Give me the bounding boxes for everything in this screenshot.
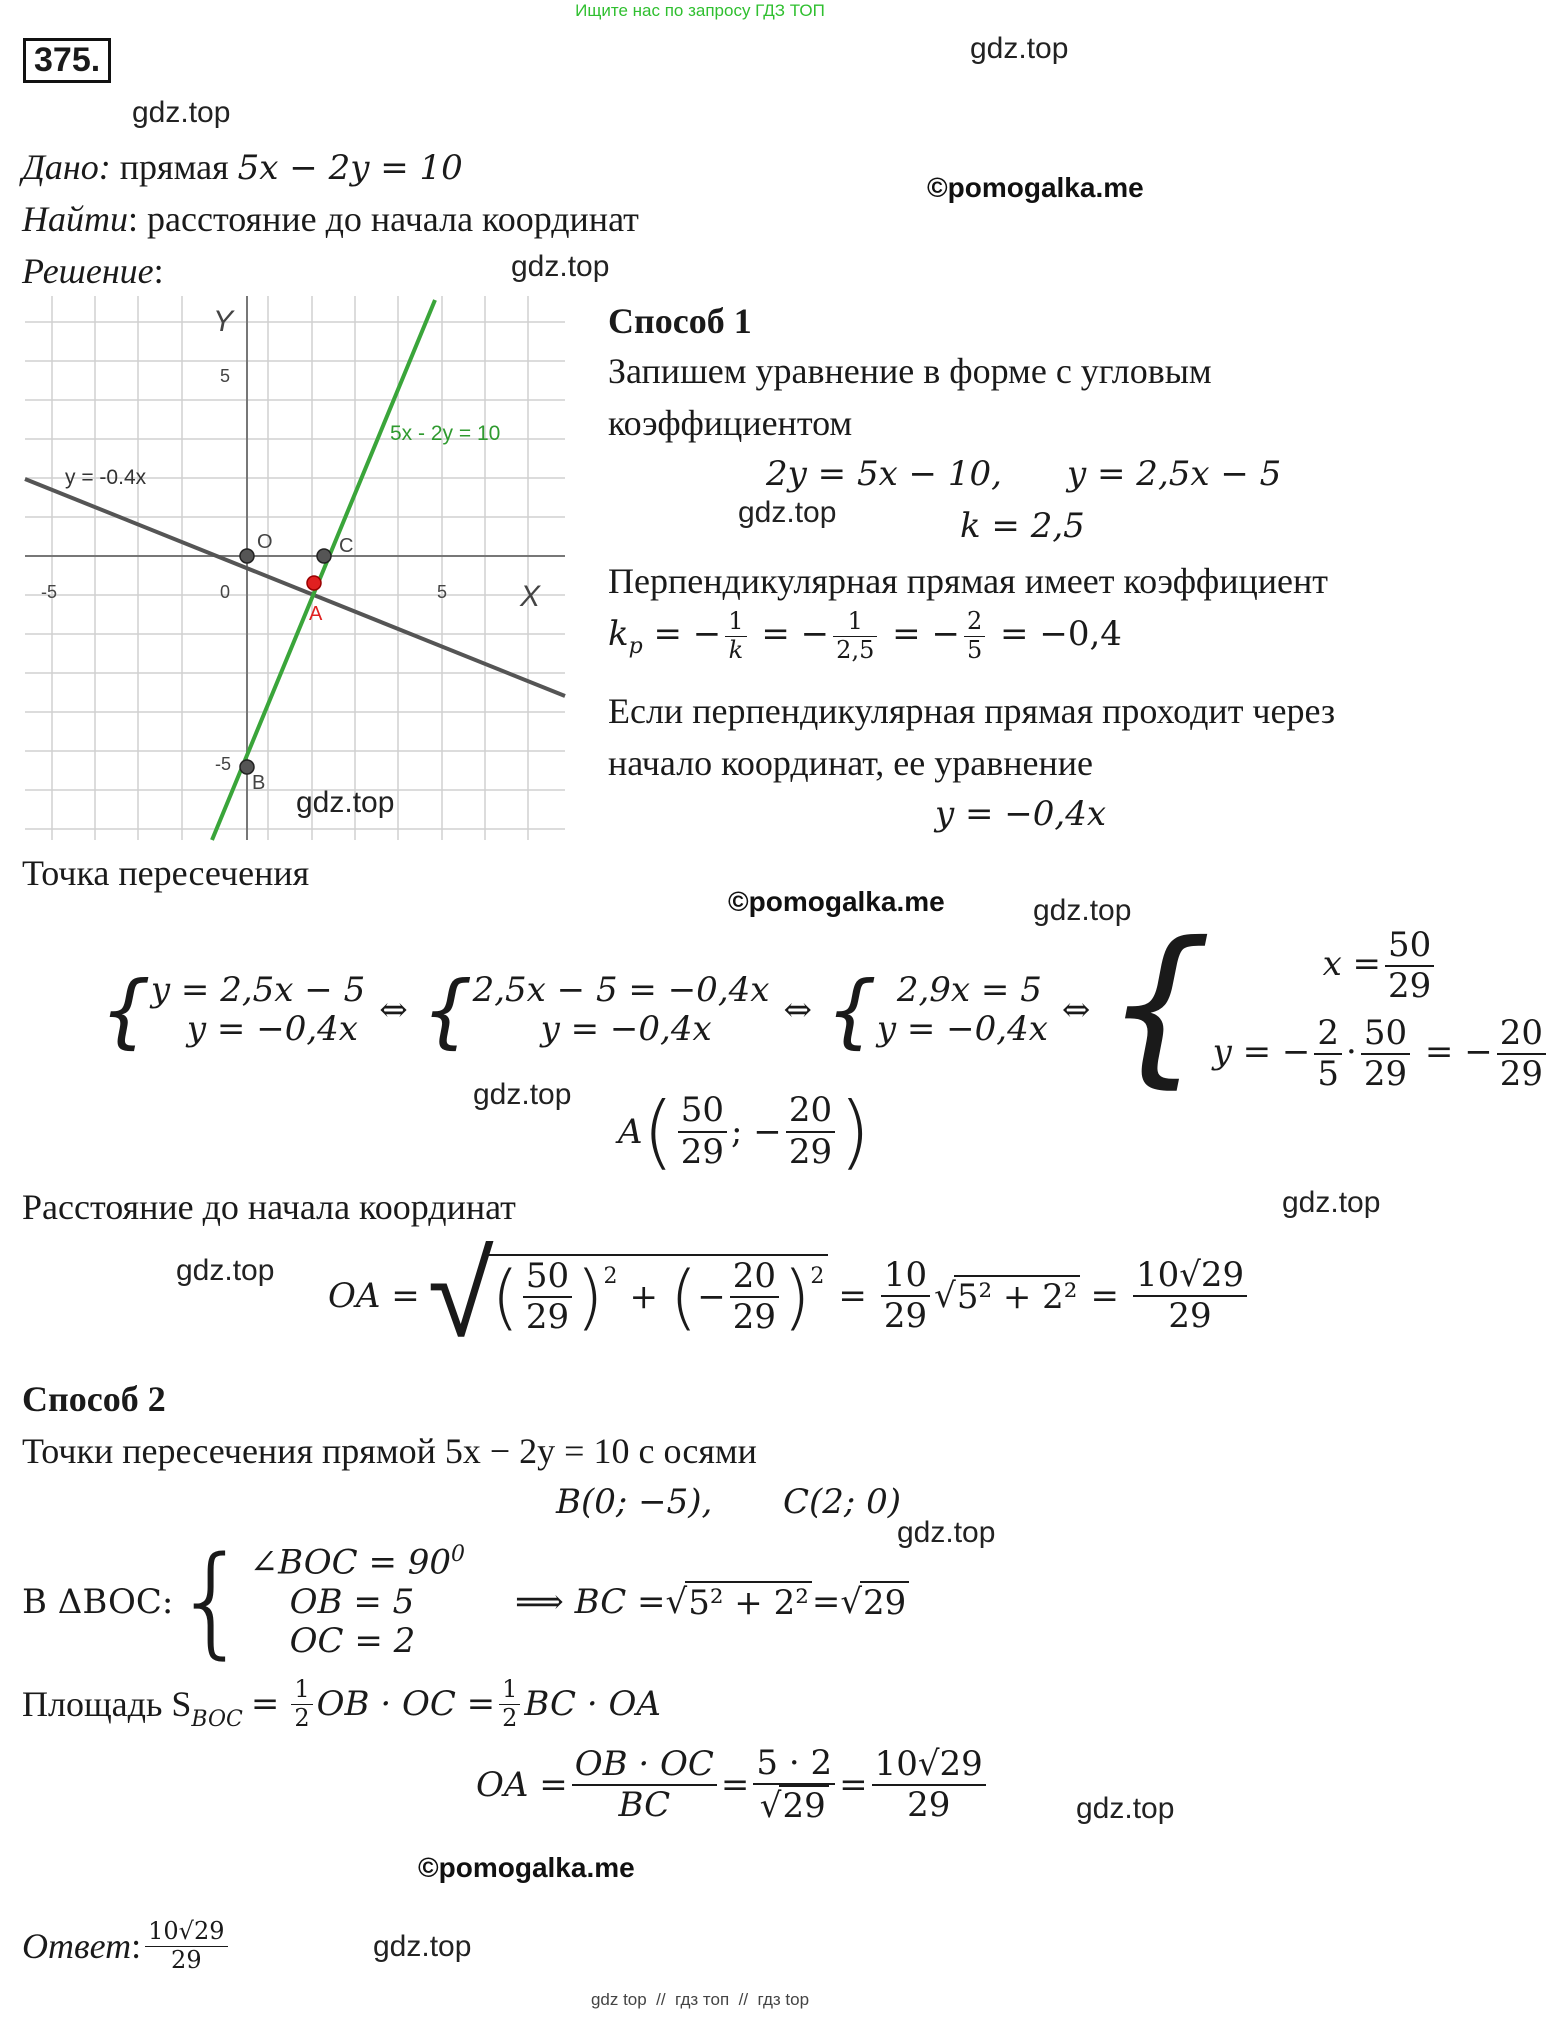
footer-links[interactable]: gdz top // гдз топ // гдз top bbox=[590, 1990, 810, 2009]
watermark: gdz.top bbox=[738, 496, 837, 529]
method1-eq2: y = 2,5x − 5 bbox=[1067, 454, 1282, 494]
point-A-marker bbox=[307, 576, 321, 590]
label-line-perp: y = -0.4x bbox=[65, 466, 147, 489]
brace: { bbox=[100, 963, 151, 1057]
point-A-label: A bbox=[309, 603, 323, 625]
watermark: gdz.top bbox=[176, 1254, 275, 1287]
point-C-marker bbox=[317, 549, 331, 563]
point-A-coords: A ( $\frac{50}{29}$ ; − $\frac{20}{29}$ ) bbox=[618, 1085, 871, 1178]
given-line bbox=[22, 146, 463, 188]
find-text: : расстояние до начала координат bbox=[128, 199, 639, 239]
watermark: gdz.top bbox=[1033, 894, 1132, 927]
equivalence-icon: ⇔ bbox=[783, 990, 812, 1030]
colon: : bbox=[153, 251, 164, 291]
point-B-label: B bbox=[252, 772, 266, 794]
intersection-label: Точка пересечения bbox=[22, 853, 310, 893]
equivalence-icon: ⇔ bbox=[379, 990, 408, 1030]
axes bbox=[25, 296, 565, 840]
watermark-pomogalka: ©pomogalka.me bbox=[927, 172, 1144, 203]
method2-point-B: B(0; −5), bbox=[556, 1482, 713, 1522]
problem-number: 375. bbox=[23, 38, 111, 83]
line-perpendicular bbox=[25, 479, 565, 696]
watermark: gdz.top bbox=[132, 96, 231, 129]
distance-label: Расстояние до начала координат bbox=[22, 1187, 516, 1227]
kp-symbol: k bbox=[608, 614, 629, 655]
given-equation: 5x − 2y = 10 bbox=[237, 148, 463, 188]
watermark: gdz.top bbox=[970, 32, 1069, 65]
watermark-pomogalka: ©pomogalka.me bbox=[418, 1852, 635, 1883]
method1-eq1: 2y = 5x − 10, bbox=[766, 454, 1002, 494]
watermark: gdz.top bbox=[473, 1078, 572, 1111]
axis-y-label: Y bbox=[213, 305, 234, 338]
point-C-label: C bbox=[339, 535, 354, 557]
method2-point-C: C(2; 0) bbox=[783, 1482, 902, 1522]
watermark: gdz.top bbox=[373, 1930, 472, 1963]
tick-x-neg: -5 bbox=[41, 582, 58, 602]
answer: Ответ : $\frac{10√29}{29}$ bbox=[22, 1918, 232, 1974]
frac-1-k: $\frac{1}{k}$ bbox=[725, 608, 746, 664]
point-O-label: O bbox=[257, 531, 273, 553]
watermark: gdz.top bbox=[1282, 1186, 1381, 1219]
method1-perp-text: Перпендикулярная прямая имеет коэффициент bbox=[608, 561, 1328, 601]
area-formula: Площадь S $_{BOC}$ = $\frac{1}{2}$ OB · OC = $\frac{1}{2}$ BC · OA bbox=[22, 1675, 661, 1733]
method2-intro: Точки пересечения прямой 5x − 2y = 10 с осями bbox=[22, 1431, 757, 1471]
grid bbox=[25, 296, 565, 840]
label-line-main: 5x - 2y = 10 bbox=[390, 422, 501, 445]
method1-line1: Запишем уравнение в форме с угловым bbox=[608, 351, 1212, 391]
system-2: 2,5x − 5 = −0,4x y = −0,4x bbox=[472, 969, 770, 1049]
method1-pass-line1: Если перпендикулярная прямая проходит через bbox=[608, 691, 1336, 731]
tick-y-neg: -5 bbox=[215, 754, 232, 774]
method2-title: Способ 2 bbox=[22, 1379, 166, 1419]
oa-formula: OA = $\frac{OB \cdot OC}{BC}$ = $\frac{5 \cdot 2}{√29}$ = $\frac{10√29}{29}$ bbox=[476, 1744, 990, 1826]
method1-title: Способ 1 bbox=[608, 301, 752, 341]
tick-x-zero: 0 bbox=[220, 582, 231, 602]
watermark: gdz.top bbox=[511, 250, 610, 283]
top-banner[interactable]: Ищите нас по запросу ГДЗ ТОП bbox=[575, 1, 825, 20]
equivalence-icon: ⇔ bbox=[1061, 990, 1091, 1030]
find-line bbox=[22, 198, 639, 240]
brace: { bbox=[825, 963, 877, 1057]
triangle-system: В ΔBOC: { ∠BOC = $90^0$ OB = 5 OC = 2 ⟹ BC = √ 5² + 2² = √ 29 bbox=[22, 1532, 909, 1671]
method1-kp-line: $k_p$ = − $\frac{1}{k}$ = − $\frac{1}{2,5}$ = − $\frac{2}{5}$ = −0,4 bbox=[608, 607, 1122, 664]
solution-line bbox=[22, 250, 164, 292]
distance-formula: OA = √ ( $\frac{50}{29}$ ) $^2$ + ( − $\frac{20}{29}$ ) $^2$ = $\frac{10}{29}$ √ 5² + 2² = $\frac{10√29}{29}$ bbox=[328, 1236, 1251, 1356]
system-3: 2,9x = 5 y = −0,4x bbox=[876, 969, 1048, 1049]
watermark: gdz.top bbox=[1076, 1792, 1175, 1825]
find-label: Найти bbox=[22, 199, 128, 239]
kp-subscript: p bbox=[628, 633, 643, 659]
method1-pass-line2: начало координат, ее уравнение bbox=[608, 743, 1093, 783]
watermark-pomogalka: ©pomogalka.me bbox=[728, 886, 945, 917]
system-4: x = $\frac{50}{29}$ y = − $\frac{2}{5}$ · $\frac{50}{29}$ = − $\frac{20}{29}$ bbox=[1213, 926, 1550, 1094]
frac-1-2-5: $\frac{1}{2,5}$ bbox=[833, 608, 877, 664]
watermark: gdz.top bbox=[897, 1516, 996, 1549]
coordinate-graph bbox=[25, 296, 565, 840]
method1-k: k = 2,5 bbox=[960, 506, 1085, 546]
line-main bbox=[212, 300, 435, 840]
brace: { bbox=[1104, 906, 1213, 1104]
given-label: Дано: bbox=[22, 147, 111, 187]
method1-perp-eq: y = −0,4x bbox=[935, 794, 1107, 834]
solution-label: Решение bbox=[22, 251, 154, 291]
given-text: прямая bbox=[119, 147, 229, 187]
method1-line2: коэффициентом bbox=[608, 403, 853, 443]
brace: { bbox=[421, 963, 473, 1057]
tick-y-pos: 5 bbox=[220, 366, 231, 386]
point-O-marker bbox=[240, 549, 254, 563]
frac-2-5: $\frac{2}{5}$ bbox=[964, 608, 985, 664]
system-1: y = 2,5x − 5 y = −0,4x bbox=[150, 969, 366, 1049]
axis-x-label: X bbox=[520, 580, 541, 613]
watermark: gdz.top bbox=[296, 786, 395, 819]
tick-x-pos: 5 bbox=[437, 582, 448, 602]
kp-result: = −0,4 bbox=[1000, 614, 1122, 655]
